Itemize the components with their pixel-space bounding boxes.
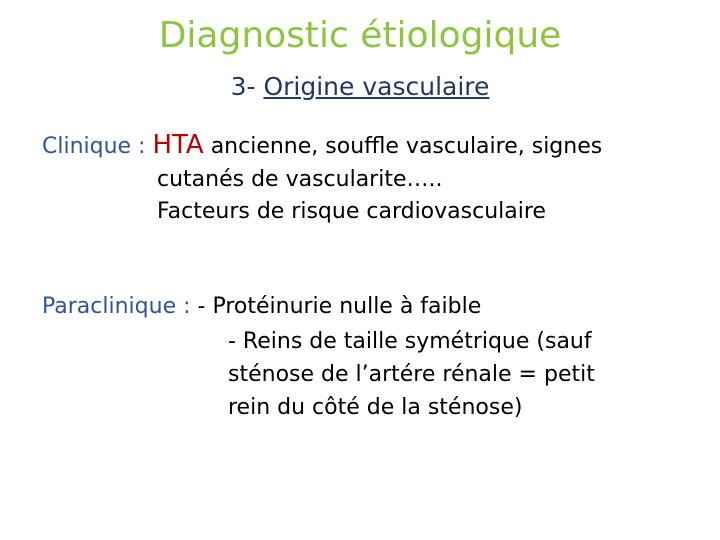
clinique-label: Clinique <box>42 134 132 159</box>
clinique-line-3: Facteurs de risque cardiovasculaire <box>157 199 546 224</box>
subtitle-prefix: 3- <box>230 72 264 101</box>
paraclinique-separator: : <box>176 294 198 319</box>
paraclinique-label: Paraclinique <box>42 294 177 319</box>
slide-subtitle <box>0 70 720 104</box>
paraclinique-line-1-text: - Protéinurie nulle à faible <box>197 294 482 319</box>
slide-title: Diagnostic étiologique <box>158 15 562 56</box>
subtitle-emphasis: Origine vasculaire <box>263 72 490 101</box>
hta-keyword: HTA <box>152 130 204 160</box>
paraclinique-line-4: rein du côté de la sténose) <box>228 395 523 420</box>
clinique-line-2: cutanés de vascularite….. <box>157 167 443 192</box>
paraclinique-line-3: sténose de l’artére rénale = petit <box>228 362 595 387</box>
clinique-separator: : <box>131 134 153 159</box>
paraclinique-line-2: - Reins de taille symétrique (sauf <box>228 329 592 354</box>
paraclinique-line-1 <box>42 292 481 322</box>
clinique-line-1 <box>42 130 602 162</box>
clinique-line-1-text: ancienne, souffle vasculaire, signes <box>203 134 603 159</box>
